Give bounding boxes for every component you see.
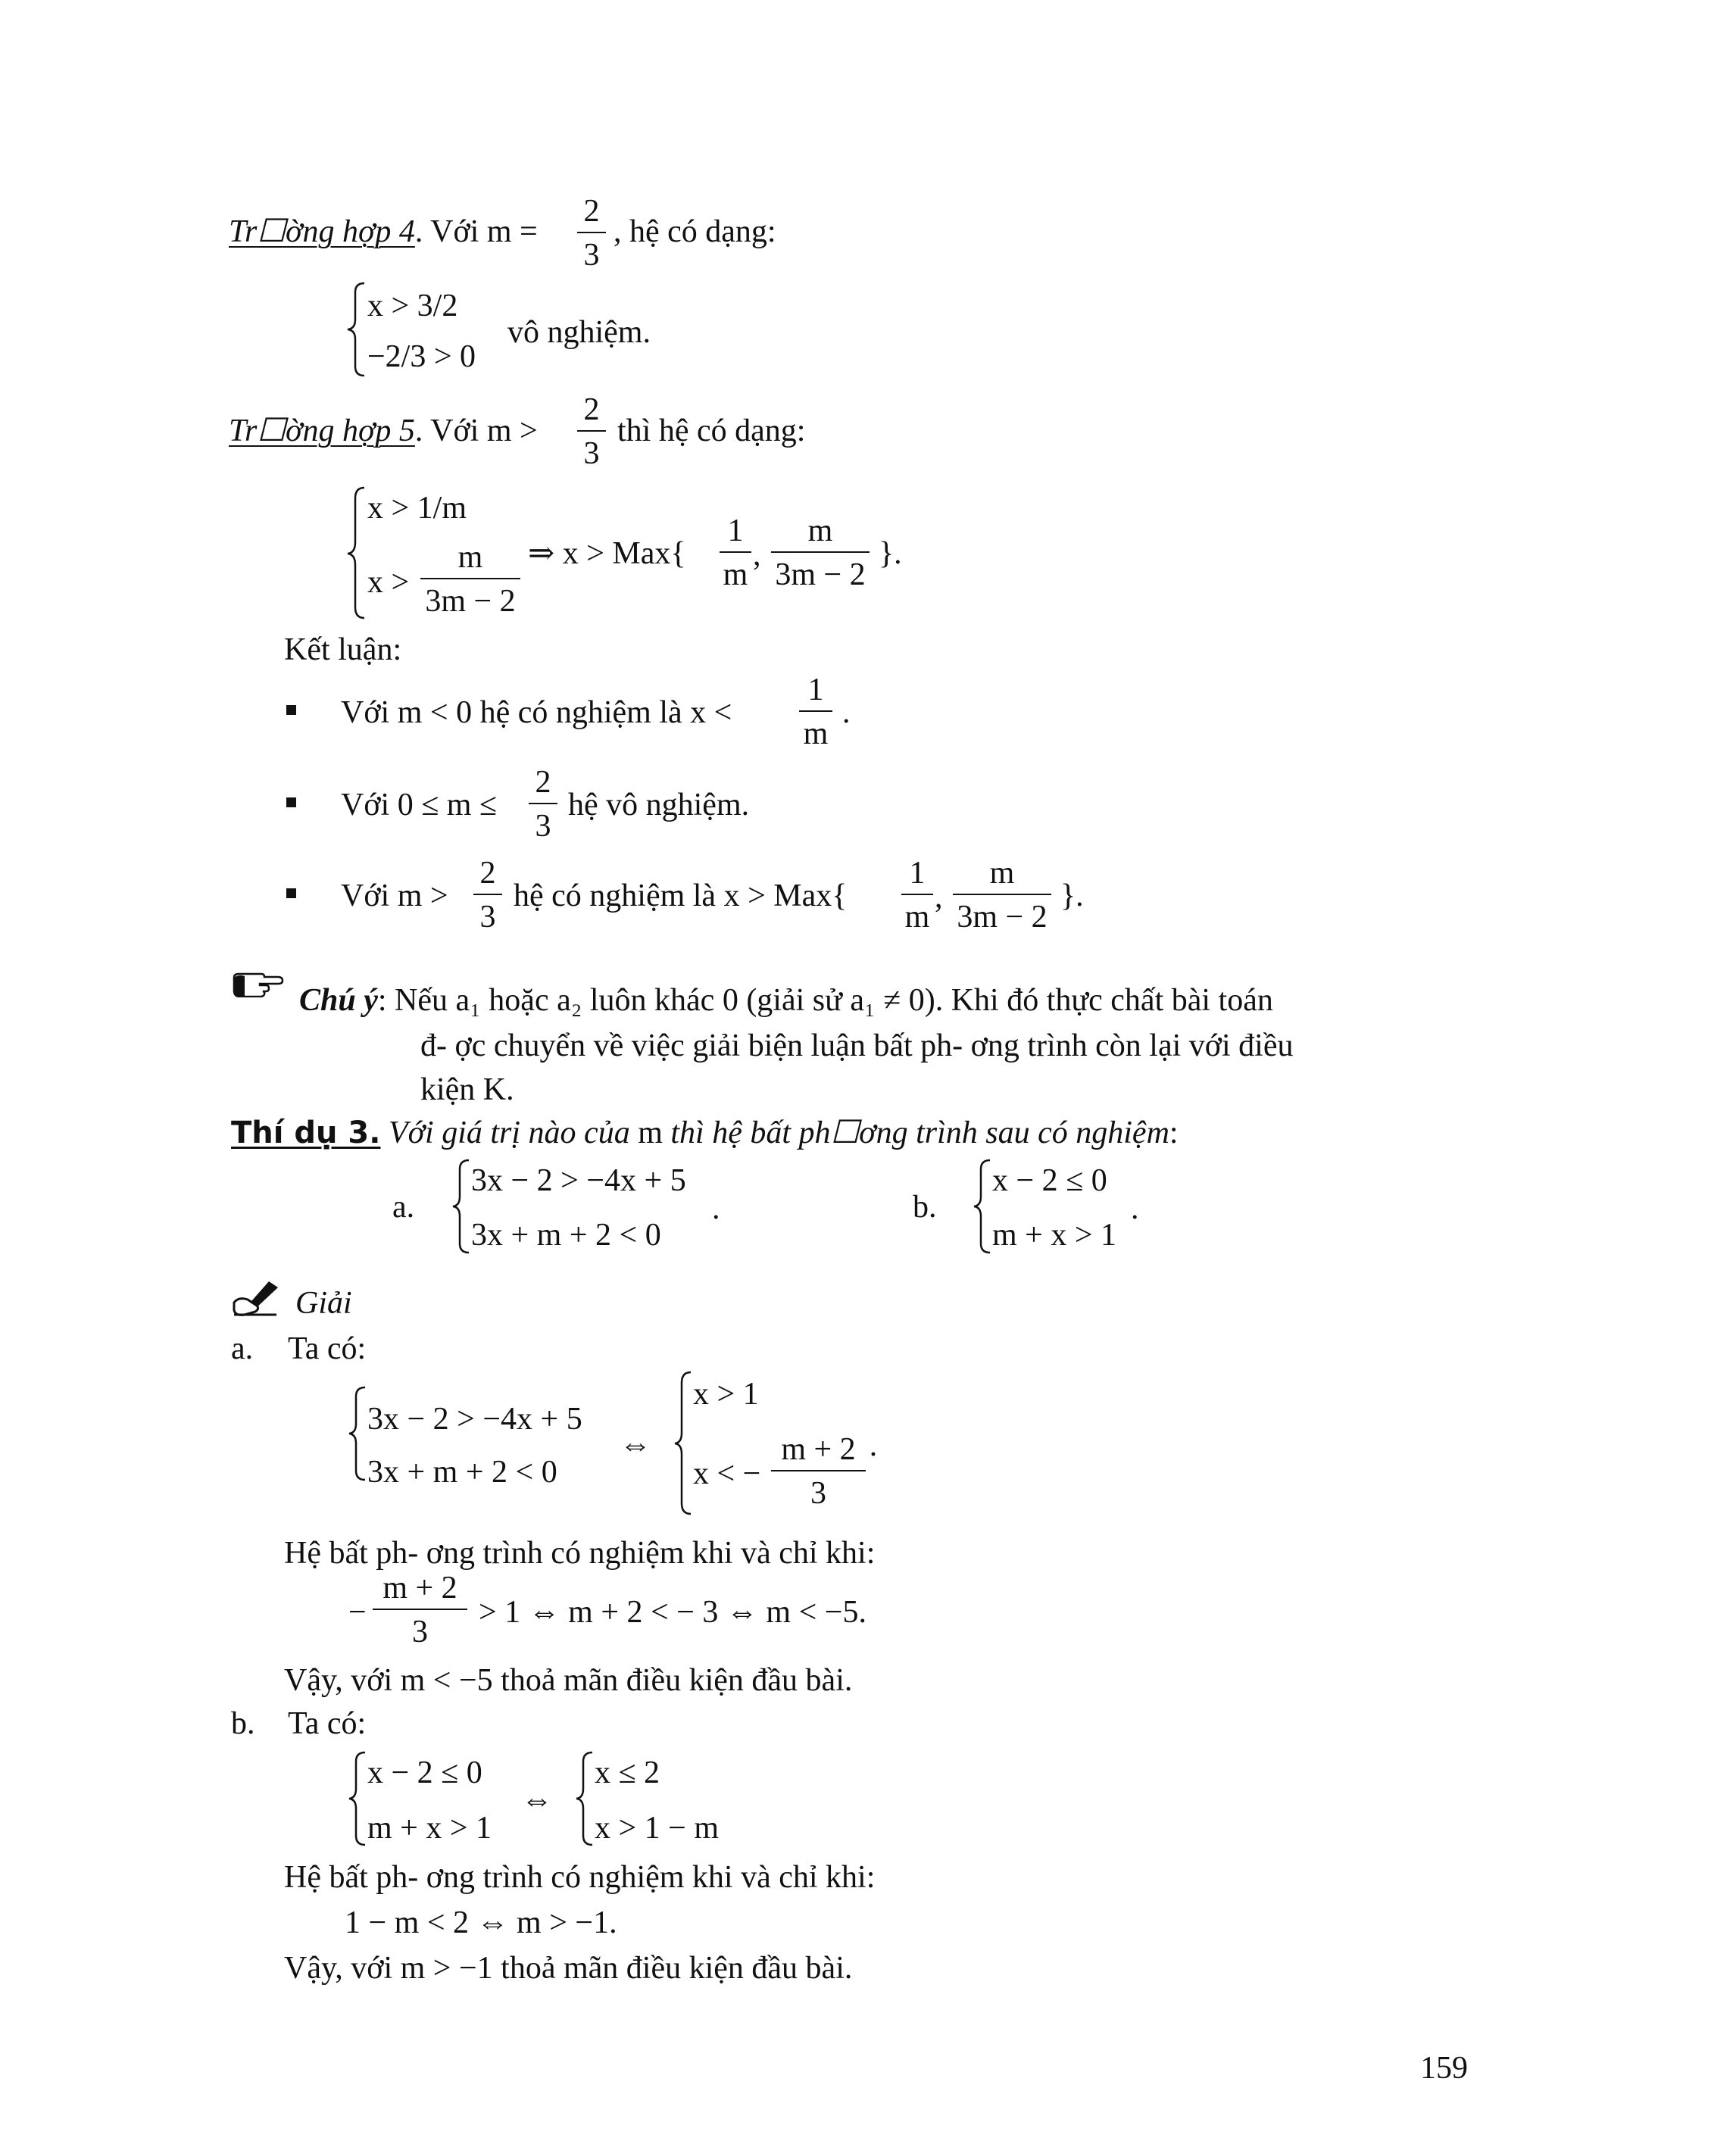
note-line2: đ‐ ợc chuyển về việc giải biện luận bất ph‐ ơng trình còn lại với điều (420, 1028, 1294, 1063)
example3-b-label: b. (913, 1190, 937, 1225)
case5-max-close: }. (879, 536, 902, 571)
case5-intro-b: thì hệ có dạng: (617, 413, 806, 448)
example3-question-m: m (638, 1116, 663, 1150)
conclusion-item3-max: hệ có nghiệm là x > Max{ (514, 878, 848, 913)
example3-b-line2: m + x > 1 (992, 1218, 1117, 1253)
case4-system-line1: x > 3/2 (367, 289, 458, 323)
conclusion-item2-text: Với 0 ≤ m ≤ (341, 788, 497, 822)
example3-a-line1: 3x − 2 > −4x + 5 (471, 1163, 686, 1198)
example3-b-dot: . (1131, 1191, 1139, 1226)
solution-b-final: Vậy, với m > −1 thoả mãn điều kiện đầu bài. (284, 1951, 853, 1986)
conclusion-item3-close: }. (1060, 878, 1084, 913)
conclusion-item3-fraction1: 1 m (901, 857, 933, 933)
example3-b-line1: x − 2 ≤ 0 (992, 1163, 1107, 1198)
case5-heading (229, 415, 538, 447)
solution-b-left-brace (347, 1749, 368, 1848)
solution-a-ineq-rest: > 1 ⇔ m + 2 < − 3 ⇔ m < −5. (479, 1595, 866, 1630)
example3-question-c: : (1169, 1116, 1179, 1150)
page-number: 159 (1420, 2051, 1468, 2086)
conclusion-item1-text: Với m < 0 hệ có nghiệm là x < (341, 695, 732, 730)
case5-system-line2-fraction: m 3m − 2 (420, 541, 520, 617)
case4-intro-b: , hệ có dạng: (614, 214, 776, 249)
example3-question-a: Với giá trị nào của (388, 1116, 630, 1150)
note-label: Chú ý (299, 983, 378, 1018)
solution-a-right-line1: x > 1 (693, 1377, 759, 1412)
case4-intro-a: . Với m = (414, 214, 538, 249)
solution-a-condition: Hệ bất ph‐ ơng trình có nghiệm khi và chỉ khi: (284, 1536, 876, 1571)
conclusion-heading: Kết luận: (284, 632, 402, 667)
solution-heading: Giải (295, 1286, 352, 1321)
conclusion-item2-fraction: 2 3 (529, 766, 557, 842)
case5-implies-max: ⇒ x > Max{ (528, 536, 686, 571)
solution-a-intro: Ta có: (288, 1331, 367, 1366)
case5-label: Tr☐ờng hợp 5 (229, 413, 415, 448)
example3-b-brace (972, 1157, 993, 1256)
solution-b-condition: Hệ bất ph‐ ơng trình có nghiệm khi và chỉ khi: (284, 1860, 876, 1895)
bullet (286, 705, 296, 715)
case5-max-fraction1: 1 m (720, 515, 751, 591)
case5-system-line1: x > 1/m (367, 491, 467, 526)
solution-b-equiv: ⇔ (521, 1783, 553, 1818)
solution-b-right-line2: x > 1 − m (595, 1811, 720, 1846)
solution-b-intro: Ta có: (288, 1706, 367, 1741)
solution-b-right-line1: x ≤ 2 (595, 1755, 660, 1790)
example3-a-line2: 3x + m + 2 < 0 (471, 1218, 661, 1253)
conclusion-item1-fraction: 1 m (799, 674, 832, 750)
solution-a-ineq-minus: − (348, 1595, 367, 1630)
solution-a-right-fraction: m + 2 3 (771, 1434, 866, 1509)
solution-a-equiv: ⇔ (620, 1428, 651, 1462)
example3-a-brace (451, 1157, 472, 1256)
note-line1: Chú ý: Nếu a₁ hoặc a₂ luôn khác 0 (giải sử a₁ ≠ 0). Khi đó thực chất bài toán (299, 983, 1273, 1018)
solution-a-final: Vậy, với m < −5 thoả mãn điều kiện đầu bài. (284, 1663, 853, 1698)
conclusion-item3-comma: , (935, 880, 943, 915)
solution-b-label: b. (231, 1706, 255, 1741)
conclusion-item3-fraction2: m 3m − 2 (953, 857, 1051, 933)
conclusion-item3-text: Với m > (341, 878, 448, 913)
solution-a-right-dot: · (868, 1437, 879, 1472)
case4-system-line2: −2/3 > 0 (367, 339, 476, 374)
conclusion-item2-end: hệ vô nghiệm. (568, 788, 750, 822)
case5-system-brace (345, 485, 367, 621)
case5-max-fraction2: m 3m − 2 (771, 515, 870, 591)
bullet (286, 797, 296, 807)
solution-a-left-line1: 3x − 2 > −4x + 5 (367, 1402, 582, 1437)
example3-heading (231, 1117, 1179, 1149)
case5-system-line2-lhs: x > (367, 565, 410, 600)
solution-a-ineq-fraction: m + 2 3 (373, 1572, 467, 1648)
solution-a-left-line2: 3x + m + 2 < 0 (367, 1455, 557, 1490)
solution-b-right-brace (574, 1749, 595, 1848)
solution-b-ineq: 1 − m < 2 ⇔ m > −1. (345, 1905, 617, 1940)
case5-fraction: 2 3 (577, 394, 606, 470)
solution-a-label: a. (231, 1331, 254, 1366)
bullet (286, 888, 296, 898)
case4-heading (229, 216, 538, 248)
case4-result: vô nghiệm. (507, 315, 651, 350)
solution-a-left-brace (347, 1384, 368, 1483)
note-line3: kiện K. (420, 1072, 514, 1107)
solution-a-right-brace (673, 1369, 694, 1517)
case4-fraction: 2 3 (577, 195, 606, 271)
case5-max-comma: , (753, 538, 761, 573)
case5-intro-a: . Với m > (414, 413, 538, 448)
conclusion-item1-end: . (842, 695, 851, 730)
solution-a-right-line2-lhs: x < − (693, 1456, 761, 1491)
case4-label: Tr☐ờng hợp 4 (229, 214, 415, 249)
writing-hand-icon (231, 1280, 281, 1318)
solution-b-left-line2: m + x > 1 (367, 1811, 492, 1846)
example3-question-b: thì hệ bất ph☐ơng trình sau có nghiệm (670, 1116, 1169, 1150)
solution-b-left-line1: x − 2 ≤ 0 (367, 1755, 482, 1790)
example3-a-label: a. (392, 1190, 415, 1225)
example3-a-dot: . (712, 1191, 720, 1226)
pointing-hand-icon (231, 972, 284, 997)
case4-system-brace (345, 280, 367, 379)
conclusion-item3-fraction: 2 3 (473, 857, 502, 933)
example3-label: Thí dụ 3. (231, 1116, 381, 1150)
